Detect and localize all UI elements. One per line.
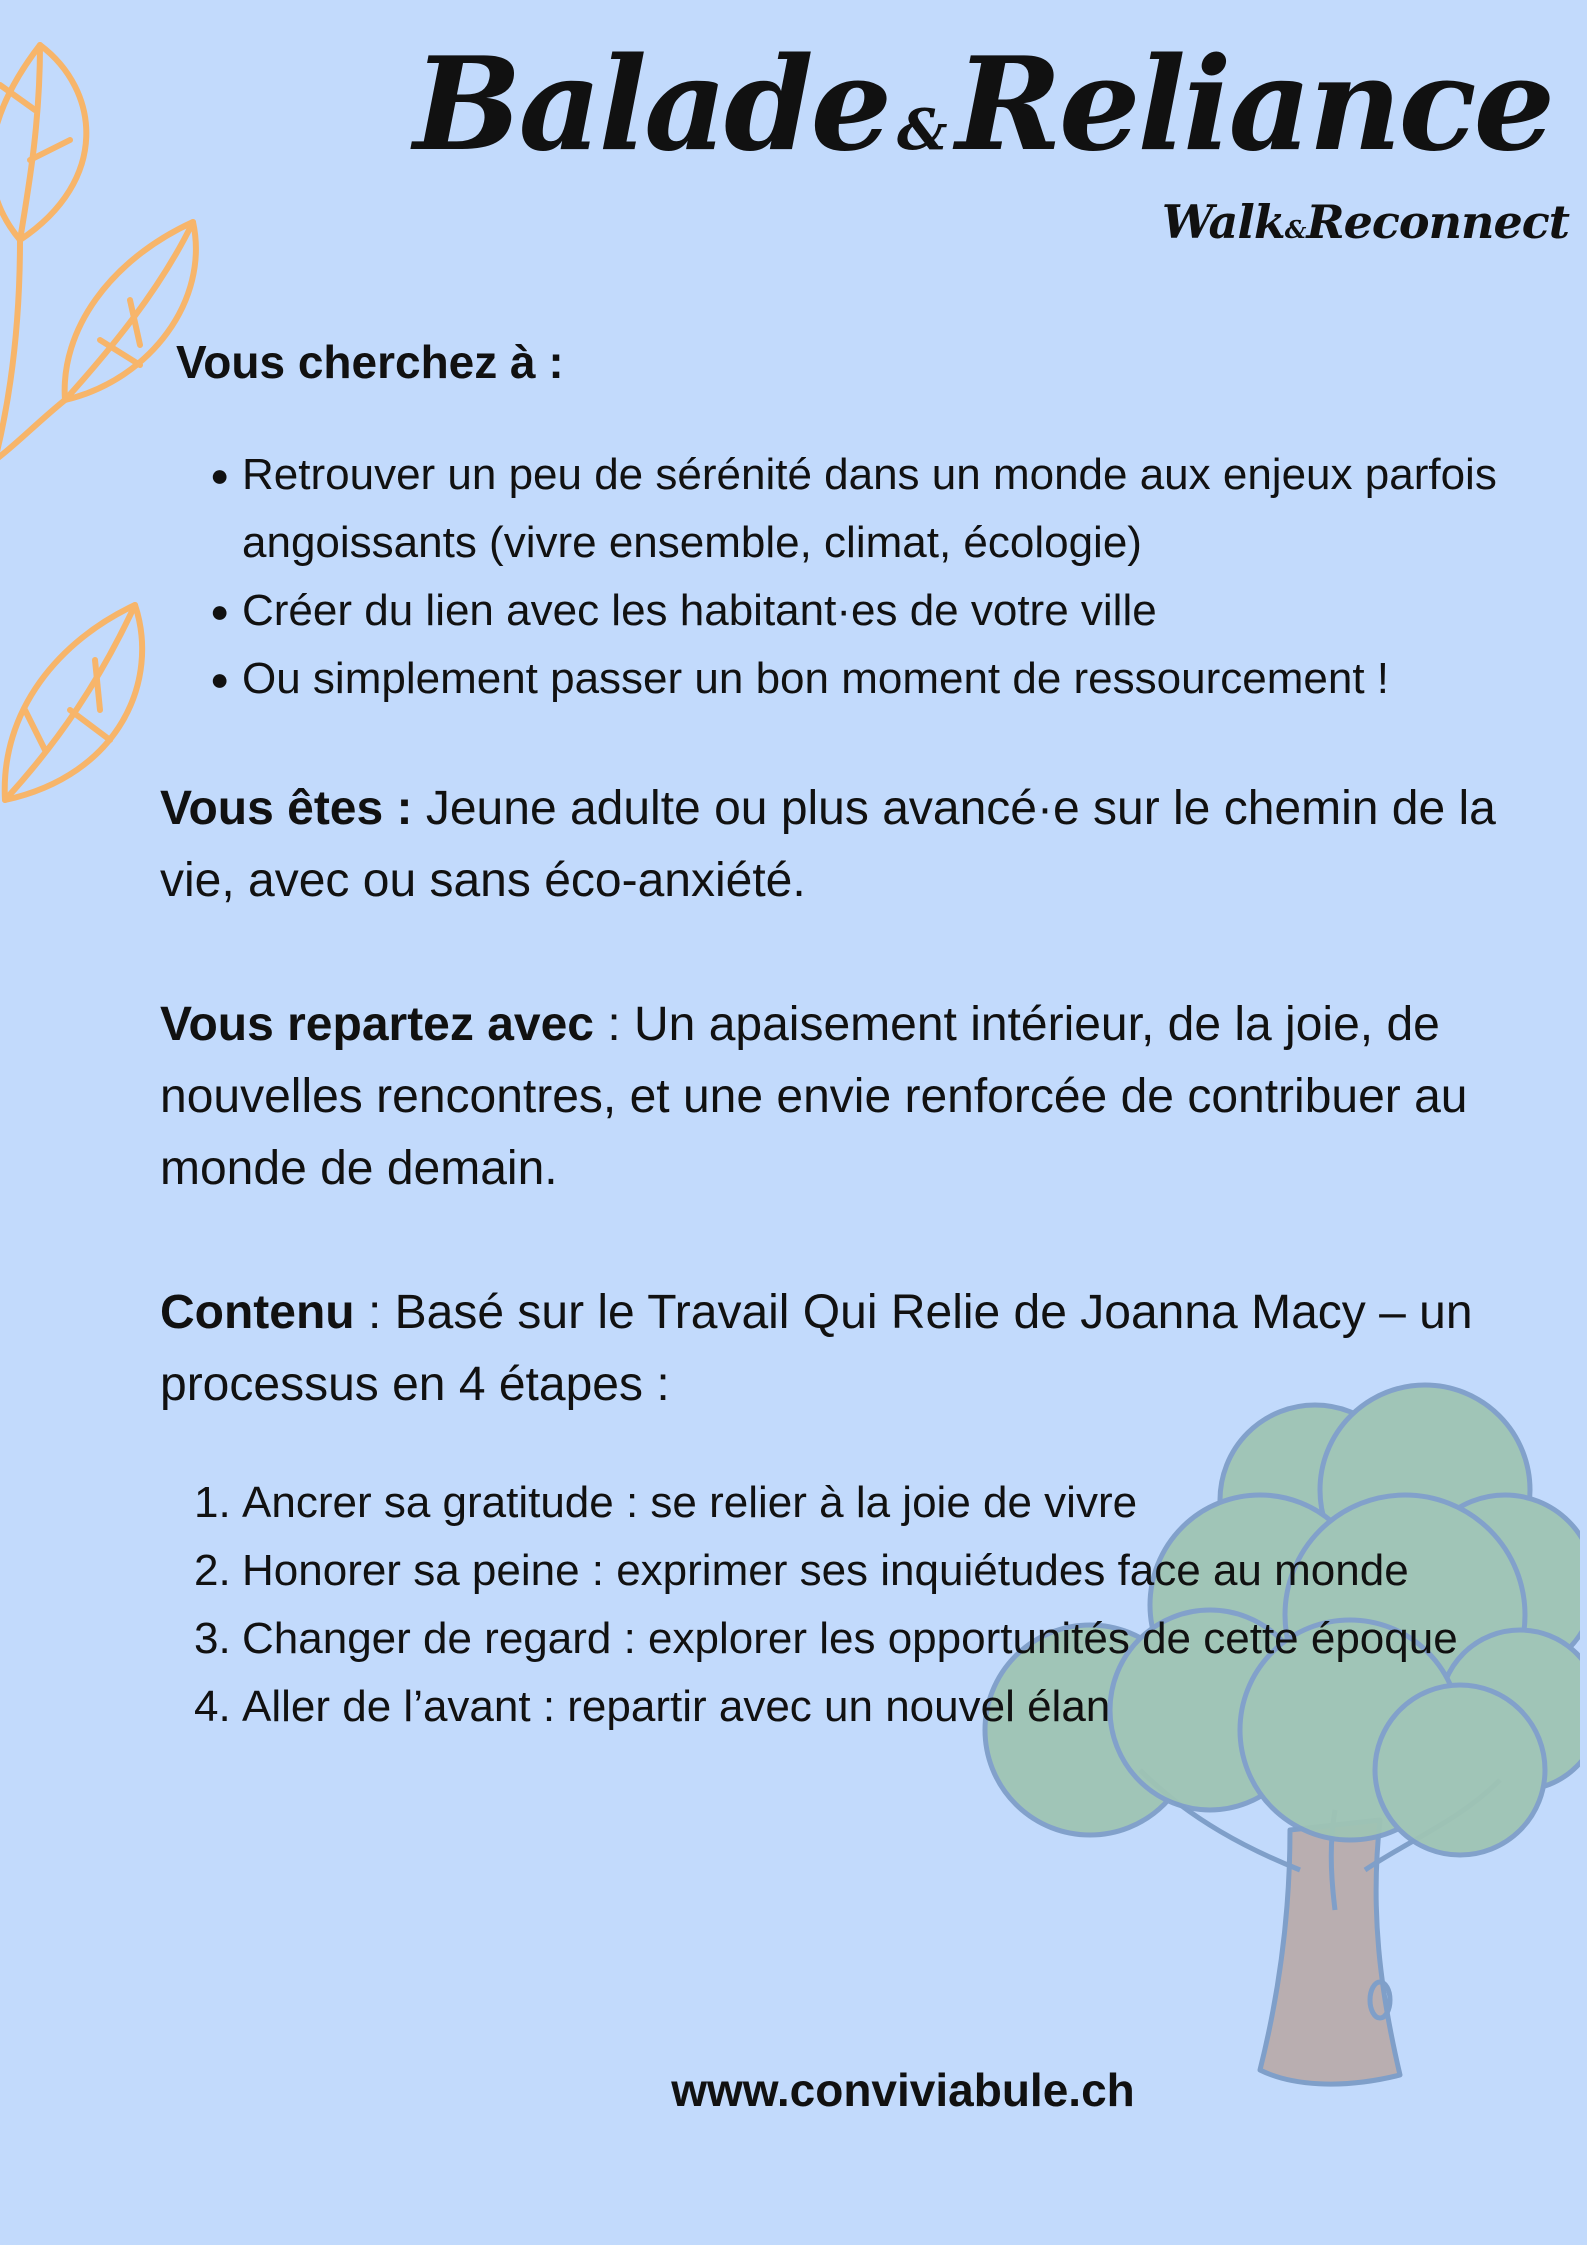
list-item-text: Retrouver un peu de sérénité dans un monde aux enjeux parfois angoissants (vivre ensemble, climat, écologie): [242, 450, 1497, 567]
content-label: Contenu: [160, 1286, 355, 1339]
step-item: [160, 1469, 1550, 1537]
leaf-icon: [0, 590, 160, 820]
page-subtitle: [1162, 195, 1569, 249]
step-text: Ancrer sa gratitude : se relier à la joie de vivre: [242, 1478, 1138, 1527]
bullet-icon: ●: [210, 593, 230, 629]
step-text: Honorer sa peine : exprimer ses inquiétudes face au monde: [242, 1546, 1409, 1595]
subtitle-word-walk: Walk: [1161, 195, 1285, 249]
step-number: 3.: [194, 1614, 231, 1663]
outcomes-text: : Un apaisement intérieur, de la joie, de nouvelles rencontres, et une envie renforcée de contribuer au monde de demain.: [160, 998, 1468, 1195]
page-title: [413, 30, 1552, 180]
main-content: [160, 335, 1550, 1741]
list-item: [160, 577, 1550, 645]
audience-paragraph: [160, 773, 1550, 917]
audience-label: Vous êtes :: [160, 782, 413, 835]
title-word-reliance: Reliance: [955, 30, 1552, 180]
step-number: 1.: [194, 1478, 231, 1527]
outcomes-label: Vous repartez avec: [160, 998, 594, 1051]
step-number: 2.: [194, 1546, 231, 1595]
content-paragraph: [160, 1277, 1550, 1421]
audience-text: Jeune adulte ou plus avancé·e sur le chemin de la vie, avec ou sans éco-anxiété.: [160, 782, 1496, 907]
step-text: Changer de regard : explorer les opportunités de cette époque: [242, 1614, 1458, 1663]
list-item-text: Créer du lien avec les habitant·es de votre ville: [242, 586, 1157, 635]
step-number: 4.: [194, 1682, 231, 1731]
list-item: [160, 441, 1550, 577]
bullet-icon: ●: [210, 661, 230, 697]
step-item: [160, 1673, 1550, 1741]
list-item: [160, 645, 1550, 713]
subtitle-ampersand: &: [1284, 215, 1307, 244]
step-item: [160, 1605, 1550, 1673]
intro-lead: Vous cherchez à :: [176, 336, 564, 388]
title-ampersand: &: [897, 97, 948, 163]
step-text: Aller de l’avant : repartir avec un nouvel élan: [242, 1682, 1111, 1731]
content-text: : Basé sur le Travail Qui Relie de Joanna Macy – un processus en 4 étapes :: [160, 1286, 1473, 1411]
bullet-icon: ●: [210, 457, 230, 493]
intro-bullet-list: [160, 441, 1550, 713]
step-item: [160, 1537, 1550, 1605]
website-link[interactable]: www.conviviabule.ch: [671, 2064, 1135, 2116]
outcomes-paragraph: [160, 989, 1550, 1205]
list-item-text: Ou simplement passer un bon moment de ressourcement !: [242, 654, 1389, 703]
subtitle-word-reconnect: Reconnect: [1306, 195, 1569, 249]
steps-list: [160, 1469, 1550, 1741]
title-word-balade: Balade: [413, 30, 889, 180]
